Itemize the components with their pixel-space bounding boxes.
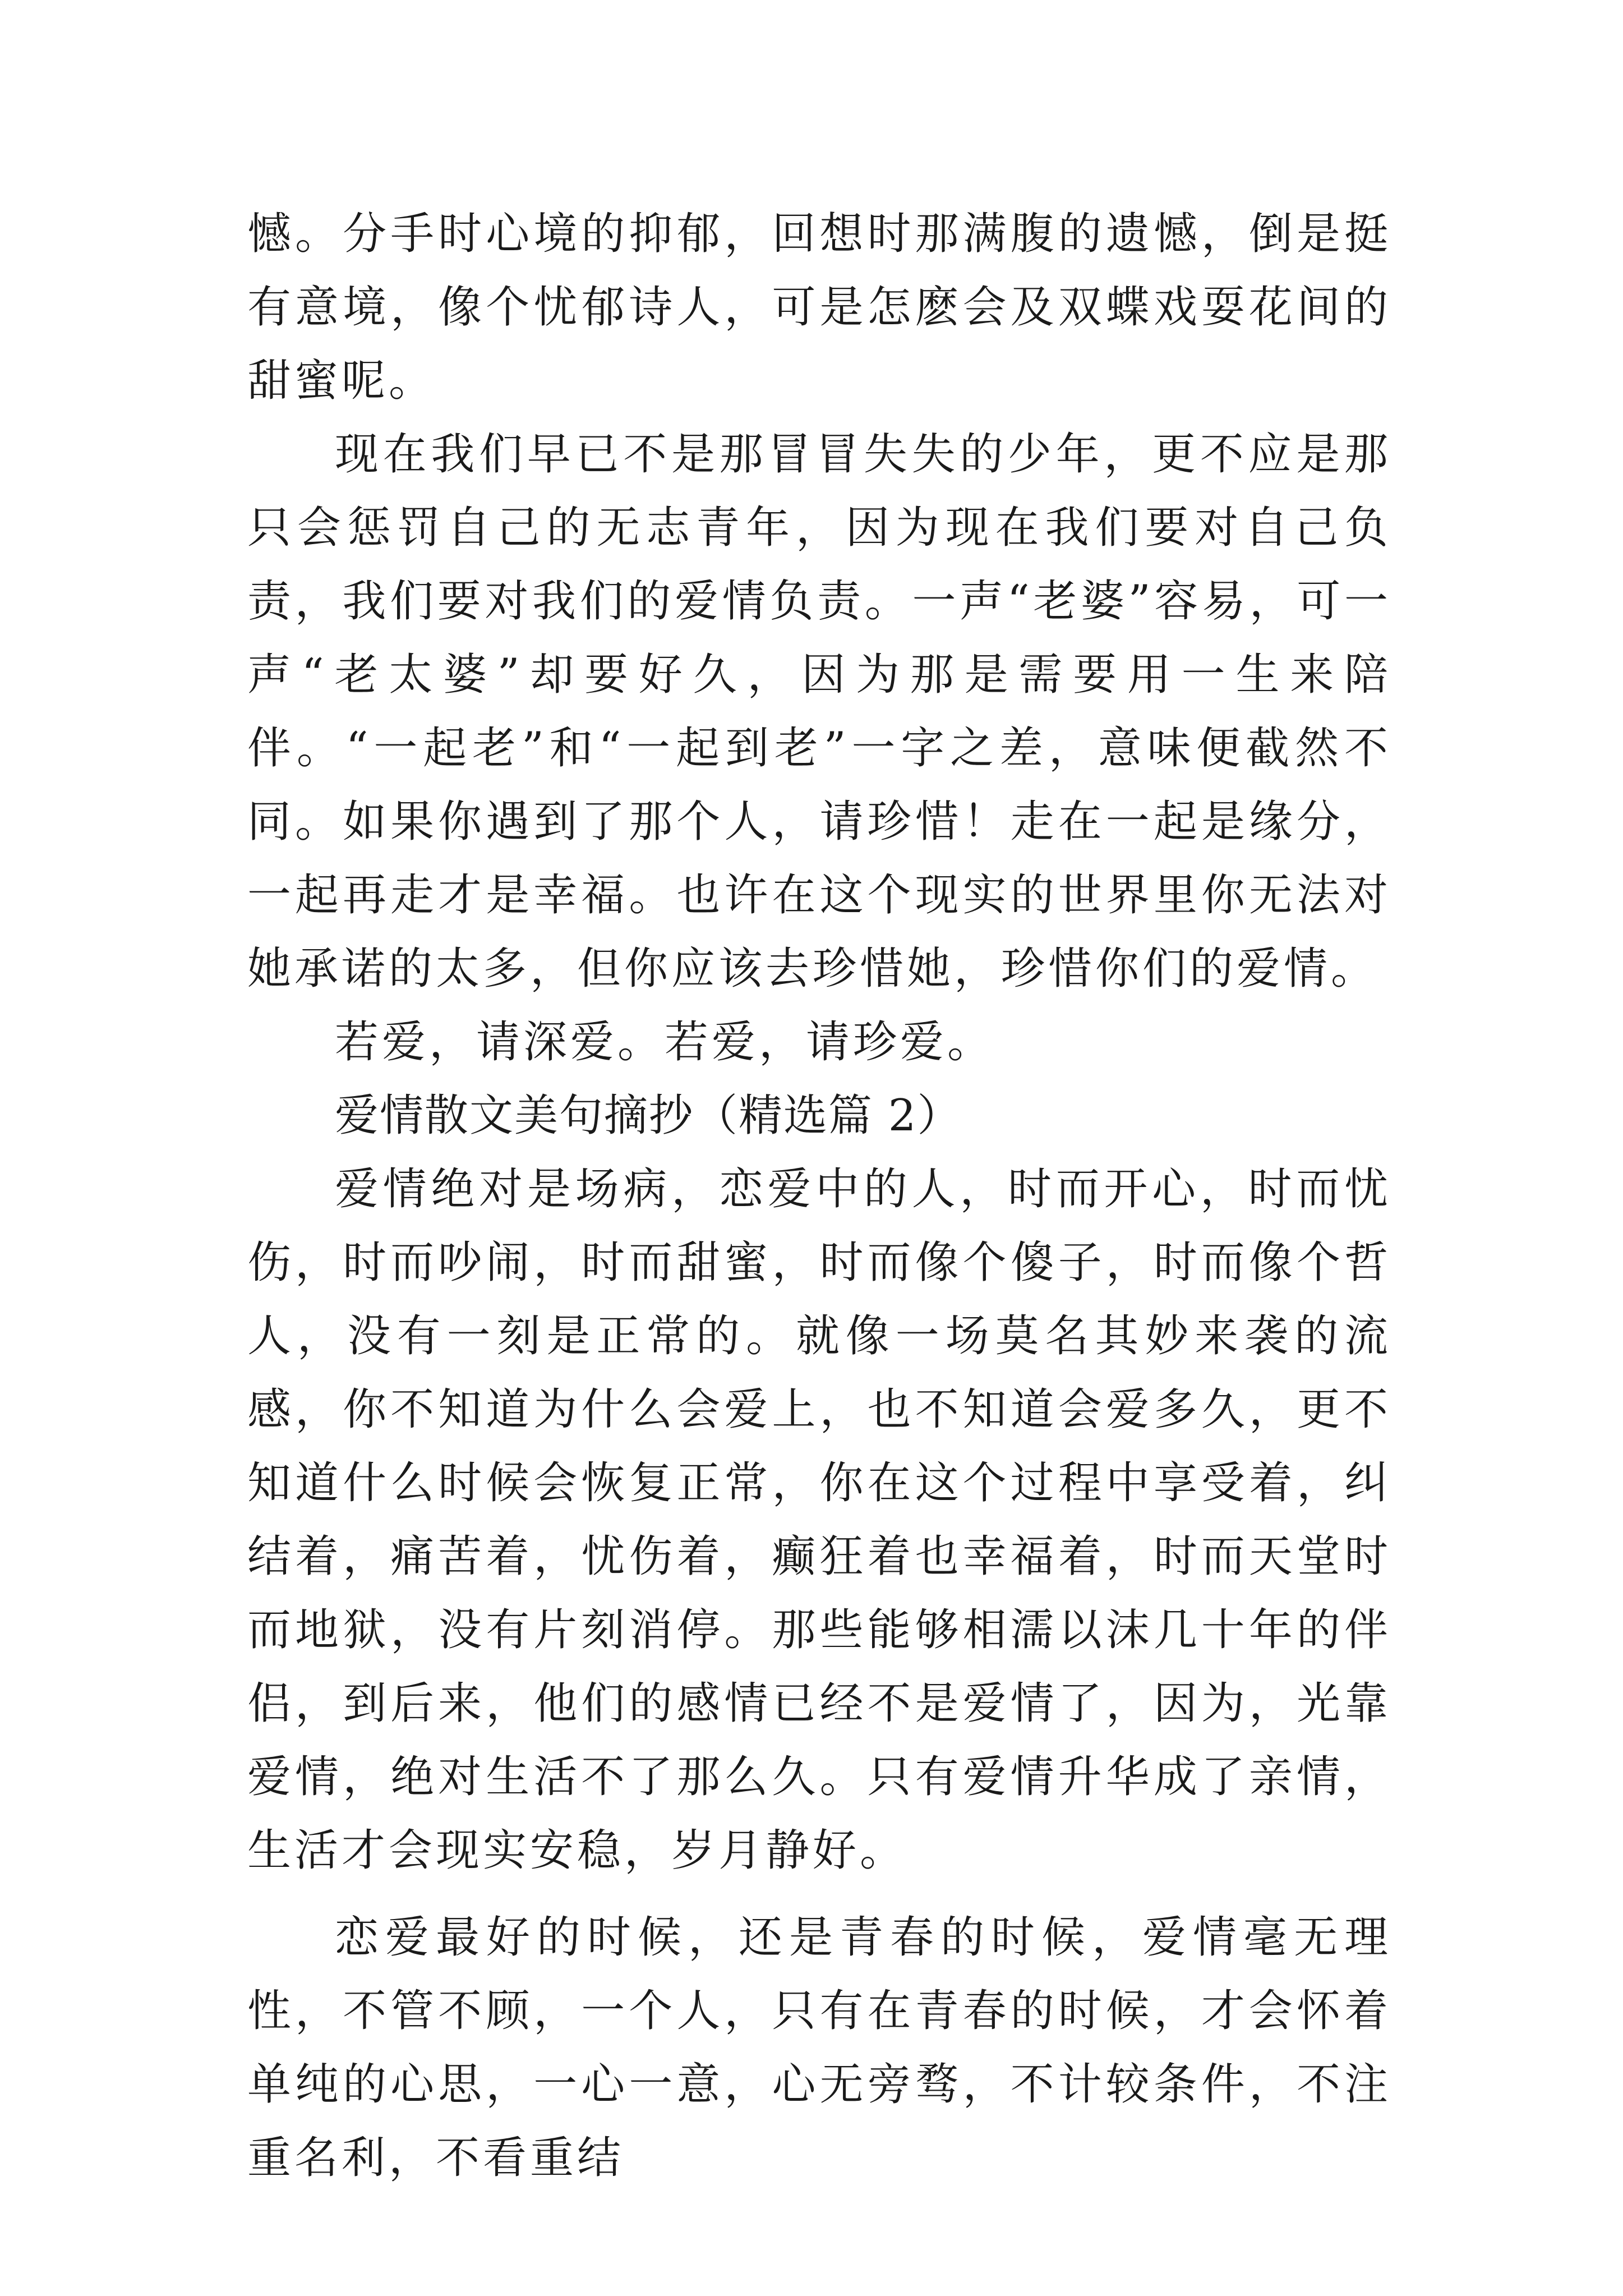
- paragraph-love-is-illness: 爱情绝对是场病，恋爱中的人，时而开心，时而忧伤，时而吵闹，时而甜蜜，时而像个傻子，时而像个哲人，没有一刻是正常的。就像一场莫名其妙来袭的流感，你不知道为什么会爱上，也不知道会爱多久，更不知道什么时候会恢复正常，你在这个过程中享受着，纠结着，痛苦着，忧伤着，癫狂着也幸福着，时而天堂时而地狱，没有片刻消停。那些能够相濡以沫几十年的伴侣，到后来，他们的感情已经不是爱情了，因为，光靠爱情，绝对生活不了那么久。只有爱情升华成了亲情，生活才会现实安稳，岁月静好。: [247, 1164, 1391, 1876]
- paragraph-if-love: 若爱，请深爱。若爱，请珍爱。: [335, 1017, 995, 1068]
- paragraph-youth-love: 恋爱最好的时候，还是青春的时候，爱情毫无理性，不管不顾，一个人，只有在青春的时候，才会怀着单纯的心思，一心一意，心无旁骛，不计较条件，不注重名利，不看重结: [247, 1912, 1391, 2183]
- paragraph-cherish-love: 现在我们早已不是那冒冒失失的少年，更不应是那只会惩罚自己的无志青年，因为现在我们要对自己负责，我们要对我们的爱情负责。一声“老婆”容易，可一声“老太婆”却要好久，因为那是需要用一生来陪伴。“一起老”和“一起到老”一字之差，意味便截然不同。如果你遇到了那个人，请珍惜！走在一起是缘分，一起再走才是幸福。也许在这个现实的世界里你无法对她承诺的太多，但你应该去珍惜她，珍惜你们的爱情。: [247, 429, 1391, 994]
- section-heading: 爱情散文美句摘抄（精选篇 2）: [335, 1091, 962, 1141]
- paragraph-continued: 憾。分手时心境的抑郁，回想时那满腹的遗憾，倒是挺有意境，像个忧郁诗人，可是怎麽会及双蝶戏耍花间的甜蜜呢。: [247, 209, 1391, 406]
- document-body: [247, 197, 1391, 2195]
